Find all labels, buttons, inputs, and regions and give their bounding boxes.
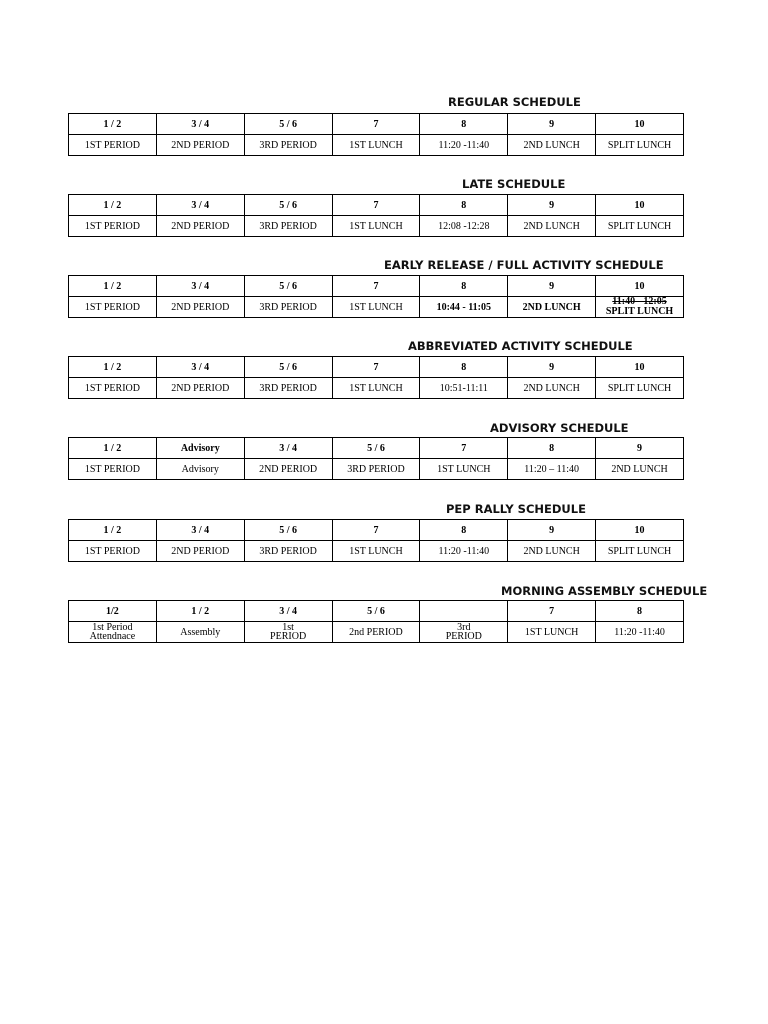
period-cell: 1ST PERIOD — [69, 378, 157, 399]
period-cell: 10:51-11:11 — [420, 378, 508, 399]
period-cell: 2ND PERIOD — [156, 135, 244, 156]
period-cell: 3RD PERIOD — [244, 216, 332, 237]
period-cell: 1ST LUNCH — [332, 378, 420, 399]
period-cell: SPLIT LUNCH — [596, 541, 684, 562]
period-cell: 1ST LUNCH — [420, 459, 508, 480]
period-cell: 1ST PERIOD — [69, 297, 157, 318]
period-cell: 3RD PERIOD — [244, 297, 332, 318]
split-lunch-label: SPLIT LUNCH — [605, 306, 674, 317]
period-cell: 1ST LUNCH — [332, 297, 420, 318]
header-cell: 1 / 2 — [69, 438, 157, 459]
struck-time: 11:40 - 12:05 — [612, 296, 667, 307]
period-cell: 1ST LUNCH — [508, 622, 596, 643]
header-cell: 8 — [596, 601, 684, 622]
header-cell: 5 / 6 — [244, 357, 332, 378]
abbreviated-schedule-title: ABBREVIATED ACTIVITY SCHEDULE — [408, 339, 633, 353]
header-cell: 7 — [332, 114, 420, 135]
header-cell: 8 — [420, 114, 508, 135]
period-cell: SPLIT LUNCH — [596, 378, 684, 399]
late-schedule-title: LATE SCHEDULE — [462, 177, 566, 191]
regular-schedule-table — [68, 113, 684, 156]
period-cell: 1ST LUNCH — [332, 541, 420, 562]
period-cell: 2ND LUNCH — [508, 135, 596, 156]
header-cell: 3 / 4 — [156, 114, 244, 135]
header-cell: 10 — [596, 195, 684, 216]
header-cell: 1 / 2 — [69, 276, 157, 297]
cell-line: PERIOD — [445, 631, 482, 642]
header-cell: 7 — [332, 195, 420, 216]
period-cell: 2ND PERIOD — [156, 541, 244, 562]
period-cell: 2ND PERIOD — [156, 297, 244, 318]
early-release-schedule-title: EARLY RELEASE / FULL ACTIVITY SCHEDULE — [384, 258, 664, 272]
cell-line: Attendnace — [89, 631, 136, 642]
period-cell: 2ND LUNCH — [508, 216, 596, 237]
header-cell: Advisory — [156, 438, 244, 459]
header-cell: 3 / 4 — [244, 438, 332, 459]
header-cell: 8 — [420, 195, 508, 216]
late-schedule-table — [68, 194, 684, 237]
period-cell: 2nd PERIOD — [332, 622, 420, 643]
header-cell: 3 / 4 — [156, 195, 244, 216]
period-cell: 3RD PERIOD — [244, 378, 332, 399]
period-cell: 2ND PERIOD — [244, 459, 332, 480]
period-cell: 1ST LUNCH — [332, 135, 420, 156]
period-cell: 11:20 -11:40 — [596, 622, 684, 643]
period-cell: 3RD PERIOD — [244, 135, 332, 156]
period-cell — [420, 622, 508, 643]
period-cell: 2ND PERIOD — [156, 378, 244, 399]
abbreviated-schedule-table — [68, 356, 684, 399]
period-cell: 2ND PERIOD — [156, 216, 244, 237]
header-cell: 1 / 2 — [156, 601, 244, 622]
header-cell: 9 — [508, 357, 596, 378]
period-cell: 1ST PERIOD — [69, 459, 157, 480]
header-cell: 8 — [420, 520, 508, 541]
header-cell: 7 — [332, 357, 420, 378]
header-cell: 5 / 6 — [244, 276, 332, 297]
header-cell: 10 — [596, 520, 684, 541]
header-cell: 9 — [508, 520, 596, 541]
advisory-schedule-table — [68, 437, 684, 480]
header-cell: 10 — [596, 276, 684, 297]
period-cell: 2ND LUNCH — [508, 541, 596, 562]
header-cell: 9 — [508, 195, 596, 216]
header-cell: 5 / 6 — [244, 114, 332, 135]
header-cell: 5 / 6 — [244, 520, 332, 541]
split-lunch-cell — [596, 297, 684, 318]
period-cell: 1ST PERIOD — [69, 541, 157, 562]
cell-line: 1st Period — [92, 622, 133, 633]
regular-schedule-title: REGULAR SCHEDULE — [448, 95, 581, 109]
header-cell: 1/2 — [69, 601, 157, 622]
header-cell: 1 / 2 — [69, 195, 157, 216]
period-cell: 2ND LUNCH — [508, 297, 596, 318]
header-cell: 9 — [596, 438, 684, 459]
period-cell — [69, 622, 157, 643]
period-cell: 11:20 -11:40 — [420, 541, 508, 562]
early-release-schedule-table — [68, 275, 684, 318]
period-cell: 11:20 -11:40 — [420, 135, 508, 156]
period-cell: Advisory — [156, 459, 244, 480]
period-cell: 3RD PERIOD — [244, 541, 332, 562]
period-cell: 1ST PERIOD — [69, 216, 157, 237]
period-cell: SPLIT LUNCH — [596, 216, 684, 237]
header-cell: 8 — [420, 276, 508, 297]
period-cell: 11:20 – 11:40 — [508, 459, 596, 480]
period-cell: Assembly — [156, 622, 244, 643]
cell-line: 1st — [282, 622, 294, 633]
header-cell: 3 / 4 — [156, 357, 244, 378]
period-cell: 1ST PERIOD — [69, 135, 157, 156]
header-cell: 10 — [596, 357, 684, 378]
period-cell: 12:08 -12:28 — [420, 216, 508, 237]
period-cell: 1ST LUNCH — [332, 216, 420, 237]
period-cell: 3RD PERIOD — [332, 459, 420, 480]
header-cell: 10 — [596, 114, 684, 135]
pep-rally-schedule-table — [68, 519, 684, 562]
header-cell: 1 / 2 — [69, 357, 157, 378]
header-cell: 7 — [420, 438, 508, 459]
cell-line: 3rd — [457, 622, 471, 633]
period-cell: 10:44 - 11:05 — [420, 297, 508, 318]
header-cell: 3 / 4 — [156, 276, 244, 297]
period-cell: 2ND LUNCH — [508, 378, 596, 399]
header-cell: 9 — [508, 114, 596, 135]
header-cell — [420, 601, 508, 622]
header-cell: 7 — [332, 520, 420, 541]
header-cell: 7 — [332, 276, 420, 297]
cell-line: PERIOD — [270, 631, 307, 642]
header-cell: 1 / 2 — [69, 114, 157, 135]
morning-assembly-schedule-title: MORNING ASSEMBLY SCHEDULE — [501, 584, 708, 598]
header-cell: 1 / 2 — [69, 520, 157, 541]
advisory-schedule-title: ADVISORY SCHEDULE — [490, 421, 629, 435]
header-cell: 3 / 4 — [156, 520, 244, 541]
period-cell: SPLIT LUNCH — [596, 135, 684, 156]
header-cell: 5 / 6 — [244, 195, 332, 216]
header-cell: 8 — [420, 357, 508, 378]
pep-rally-schedule-title: PEP RALLY SCHEDULE — [446, 502, 586, 516]
header-cell: 3 / 4 — [244, 601, 332, 622]
morning-assembly-schedule-table — [68, 600, 684, 643]
period-cell: 2ND LUNCH — [596, 459, 684, 480]
header-cell: 9 — [508, 276, 596, 297]
header-cell: 7 — [508, 601, 596, 622]
header-cell: 5 / 6 — [332, 601, 420, 622]
header-cell: 5 / 6 — [332, 438, 420, 459]
period-cell — [244, 622, 332, 643]
header-cell: 8 — [508, 438, 596, 459]
